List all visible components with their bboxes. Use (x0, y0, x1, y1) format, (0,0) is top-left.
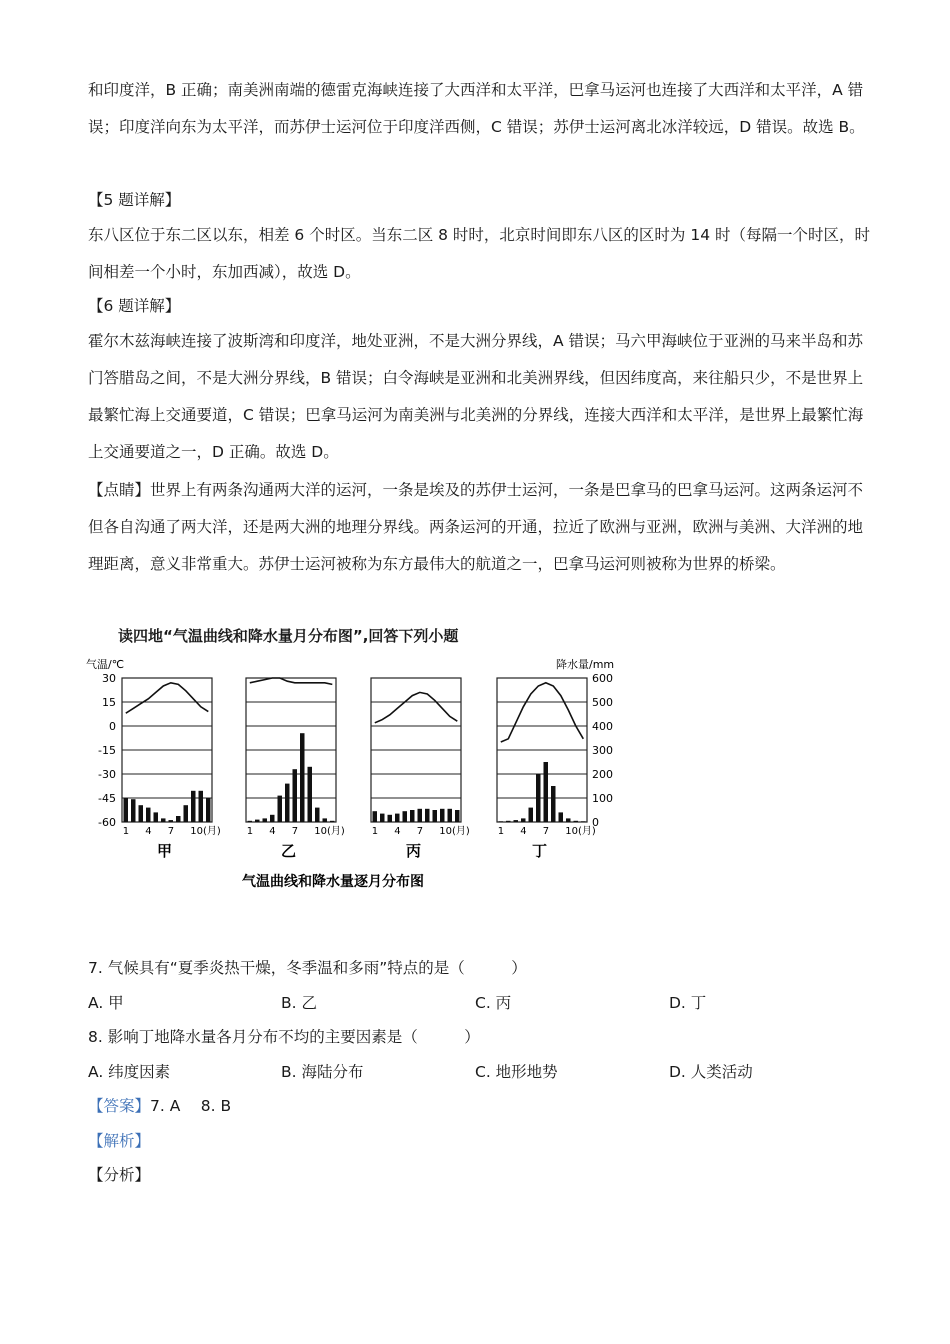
precip-bar (169, 820, 174, 822)
precip-bar (270, 815, 275, 822)
panel-name: 丁 (532, 842, 548, 860)
precip-bar (300, 733, 305, 822)
month-tick-label: 7 (291, 826, 299, 837)
dianjing-tag: 【点睛】 (88, 481, 151, 499)
precip-bar (433, 810, 438, 822)
precip-bar (380, 814, 385, 822)
precip-bar (255, 820, 260, 822)
temp-tick-label: -15 (98, 744, 116, 757)
precip-bar (410, 810, 415, 822)
precip-bar (455, 810, 460, 822)
precip-bar (248, 821, 253, 822)
question-8-option-b[interactable]: B. 海陆分布 (281, 1063, 364, 1081)
temp-tick-label: 15 (102, 696, 116, 709)
question-8-option-a[interactable]: A. 纬度因素 (88, 1063, 171, 1081)
question-7-option-a[interactable]: A. 甲 (88, 994, 124, 1012)
precip-bar (191, 791, 196, 822)
figure-intro: 读四地“气温曲线和降水量月分布图”,回答下列小题 (118, 627, 459, 645)
precip-bar (418, 809, 423, 822)
precip-bar (425, 809, 430, 822)
question-7-stem: 7. 气候具有“夏季炎热干燥，冬季温和多雨”特点的是（ ） (88, 959, 527, 977)
temp-tick-label: 0 (109, 720, 116, 733)
precip-tick-label: 100 (592, 792, 613, 805)
temperature-curve (375, 692, 458, 722)
precip-bar (544, 762, 549, 822)
question-7-option-c[interactable]: C. 丙 (475, 994, 512, 1012)
paragraph-dianjing (88, 472, 878, 583)
heading-q5-detail: 【5 题详解】 (88, 191, 181, 209)
precip-tick-label: 0 (592, 816, 599, 829)
paragraph-q6-detail: 霍尔木兹海峡连接了波斯湾和印度洋，地处亚洲，不是大洲分界线，A 错误；马六甲海峡位于亚洲的马来半岛和苏门答腊岛之间，不是大洲分界线，B 错误；白令海峡是亚洲和北美洲界线，但因纬度高，来往船只少，不是世界上最繁忙海上交通要道，C 错误；巴拿马运河为南美洲与北美洲的分界线，连接大西洋和太平洋，是世界上最繁忙海上交通要道之一，D 正确。故选 D。 (88, 332, 864, 461)
temp-tick-label: -30 (98, 768, 116, 781)
month-tick-label: 10(月) (439, 826, 470, 837)
month-tick-label: 10(月) (565, 826, 596, 837)
question-7-option-d[interactable]: D. 丁 (669, 994, 707, 1012)
paragraph-q4-conclusion: 和印度洋，B 正确；南美洲南端的德雷克海峡连接了大西洋和太平洋，巴拿马运河也连接了大西洋和太平洋，A 错误；印度洋向东为太平洋，而苏伊士运河位于印度洋西侧，C 错误；苏伊士运河离北冰洋较远，D 错误。故选 B。 (88, 81, 865, 136)
precip-bar (285, 784, 290, 822)
precip-bar (154, 812, 159, 822)
chart-title: 气温曲线和降水量逐月分布图 (242, 874, 424, 890)
precip-bar (124, 798, 129, 822)
month-tick-label: 10(月) (314, 826, 345, 837)
precip-bar (559, 812, 564, 822)
month-tick-label: 4 (394, 826, 401, 837)
precip-bar (176, 816, 181, 822)
question-8-option-c[interactable]: C. 地形地势 (475, 1063, 558, 1081)
temp-tick-label: -45 (98, 792, 116, 805)
answer-text: 7. A 8. B (150, 1097, 232, 1115)
precip-bar (529, 808, 534, 822)
temperature-curve (250, 678, 332, 684)
precip-bar (146, 808, 151, 822)
answer-line (88, 1094, 231, 1118)
temperature-curve (126, 683, 209, 713)
precip-bar (566, 818, 571, 822)
month-tick-label: 10(月) (190, 826, 221, 837)
month-tick-label: 1 (122, 826, 130, 837)
precip-tick-label: 300 (592, 744, 613, 757)
temp-tick-label: -60 (98, 816, 116, 829)
month-tick-label: 1 (246, 826, 254, 837)
precip-axis-label: 降水量/mm (556, 658, 615, 671)
precip-bar (330, 821, 335, 822)
question-8-option-d[interactable]: D. 人类活动 (669, 1063, 753, 1081)
precip-tick-label: 200 (592, 768, 613, 781)
temp-axis-label: 气温/℃ (86, 658, 125, 671)
precip-bar (388, 815, 393, 822)
panel-name: 乙 (281, 842, 297, 860)
heading-q6-detail: 【6 题详解】 (88, 297, 181, 315)
climograph-figure (86, 652, 626, 892)
precip-bar (506, 821, 511, 822)
temp-tick-label: 30 (102, 672, 116, 685)
precip-bar (373, 811, 378, 822)
question-7-option-b[interactable]: B. 乙 (281, 994, 317, 1012)
answer-tag: 【答案】 (88, 1097, 151, 1115)
month-tick-label: 4 (520, 826, 527, 837)
precip-bar (403, 811, 408, 822)
precip-bar (323, 818, 328, 822)
precip-bar (199, 791, 204, 822)
precip-bar (395, 814, 400, 822)
precip-bar (131, 799, 136, 822)
question-8-stem: 8. 影响丁地降水量各月分布不均的主要因素是（ ） (88, 1028, 480, 1046)
month-tick-label: 1 (371, 826, 379, 837)
precip-bar (581, 821, 586, 822)
precip-tick-label: 500 (592, 696, 613, 709)
precip-bar (139, 805, 144, 822)
precip-bar (551, 786, 556, 822)
month-tick-label: 1 (497, 826, 505, 837)
precip-bar (308, 767, 313, 822)
precip-bar (521, 818, 526, 822)
precip-bar (536, 774, 541, 822)
precip-bar (184, 805, 189, 822)
precip-bar (278, 796, 283, 822)
month-tick-label: 4 (269, 826, 276, 837)
precip-bar (499, 821, 504, 822)
paragraph-q5-detail: 东八区位于东二区以东，相差 6 个时区。当东二区 8 时时，北京时间即东八区的区时为 14 时（每隔一个时区，时间相差一个小时，东加西减），故选 D。 (88, 226, 871, 281)
month-tick-label: 7 (542, 826, 550, 837)
precip-bar (293, 769, 298, 822)
precip-tick-label: 400 (592, 720, 613, 733)
precip-bar (448, 809, 453, 822)
panel-name: 甲 (157, 842, 173, 860)
month-tick-label: 7 (416, 826, 424, 837)
jiexi-tag: 【解析】 (88, 1132, 151, 1150)
precip-bar (574, 821, 579, 822)
dianjing-text: 世界上有两条沟通两大洋的运河，一条是埃及的苏伊士运河，一条是巴拿马的巴拿马运河。这两条运河不但各自沟通了两大洋，还是两大洲的地理分界线。两条运河的开通，拉近了欧洲与亚洲，欧洲与美洲、大洋洲的地理距离，意义非常重大。苏伊士运河被称为东方最伟大的航道之一，巴拿马运河则被称为世界的桥梁。 (88, 481, 864, 573)
month-tick-label: 4 (145, 826, 152, 837)
precip-bar (440, 809, 445, 822)
temperature-curve (501, 683, 584, 742)
precip-bar (263, 818, 268, 822)
panel-name: 丙 (406, 842, 422, 860)
precip-bar (206, 798, 211, 822)
precip-tick-label: 600 (592, 672, 613, 685)
month-tick-label: 7 (167, 826, 175, 837)
fenxi-tag: 【分析】 (88, 1166, 151, 1184)
precip-bar (315, 808, 320, 822)
precip-bar (514, 820, 519, 822)
precip-bar (161, 818, 166, 822)
